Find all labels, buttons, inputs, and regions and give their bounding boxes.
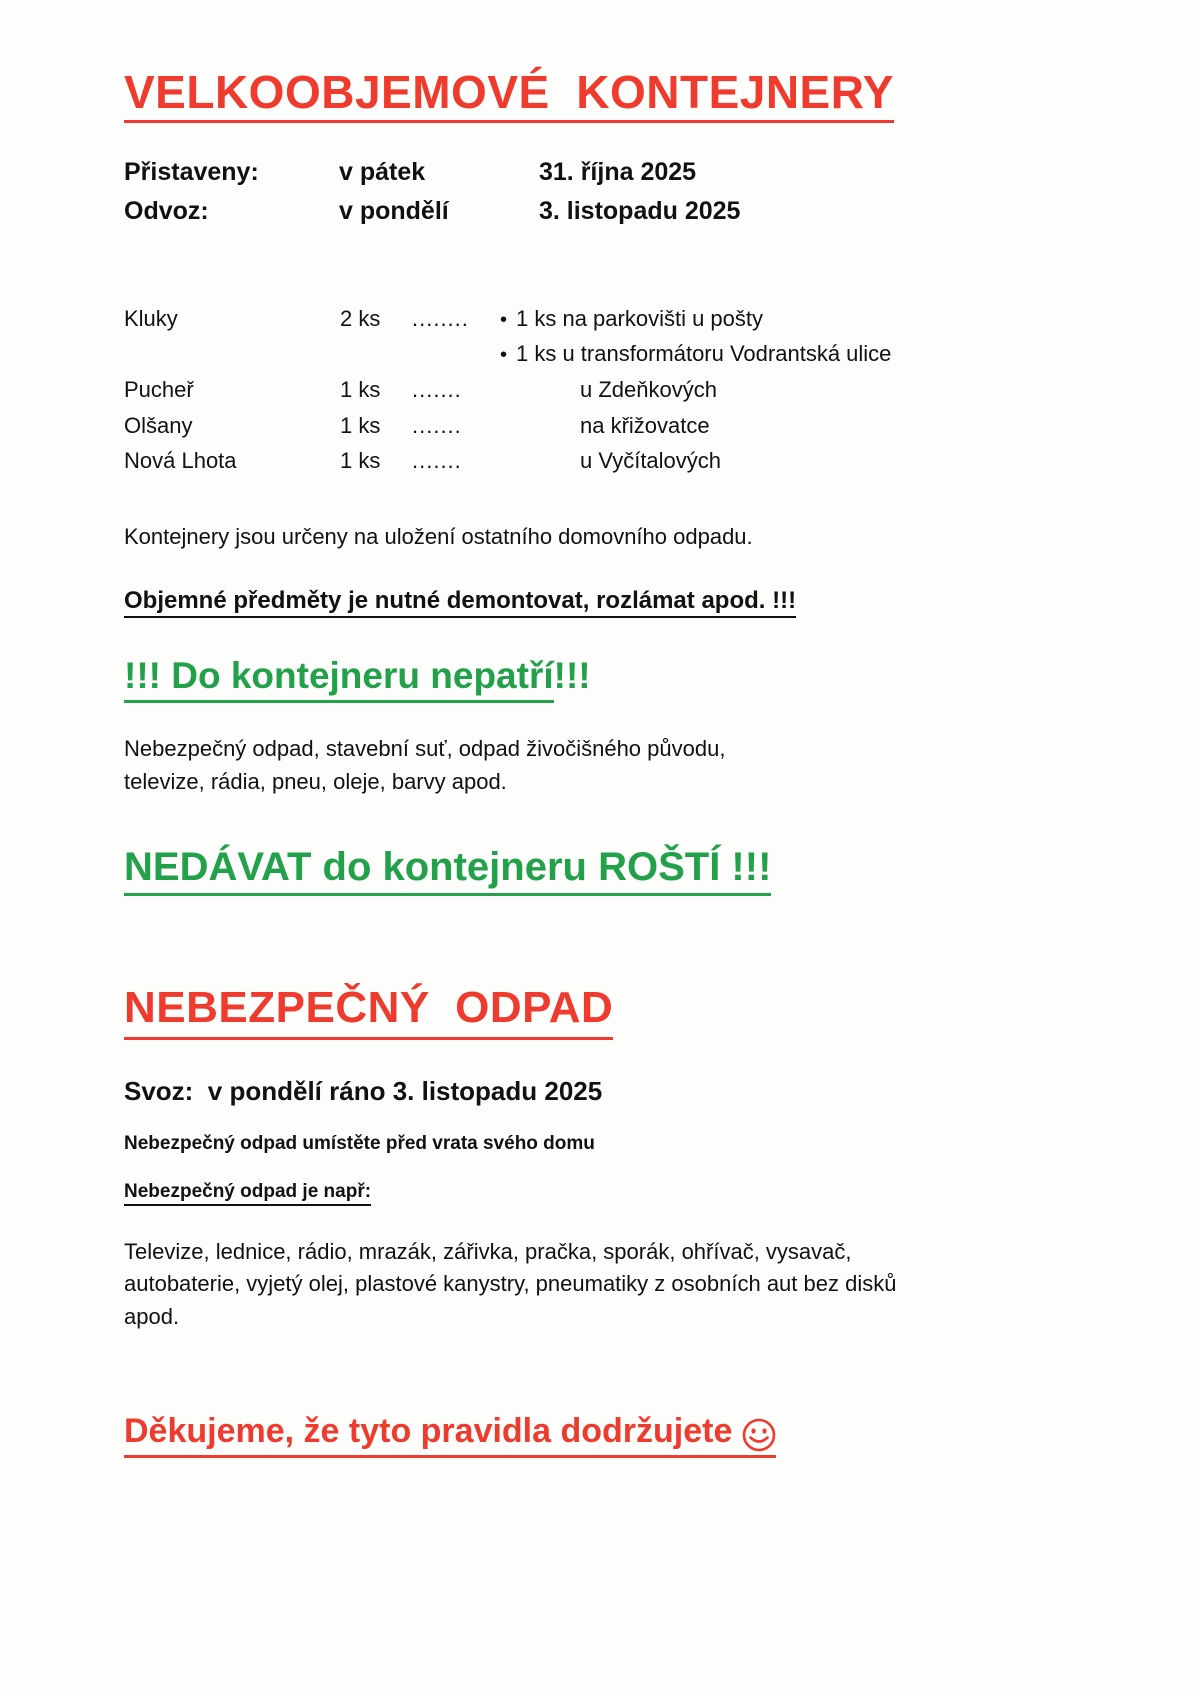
location-where: na křižovatce bbox=[580, 412, 710, 438]
list-item bbox=[124, 372, 1074, 408]
location-where: u Vyčítalových bbox=[580, 448, 722, 474]
list-item bbox=[124, 408, 1074, 444]
hazard-place-note: Nebezpečný odpad umístěte před vrata svého domu bbox=[124, 1132, 595, 1154]
hazard-section-heading: NEBEZPEČNÝ ODPAD bbox=[124, 984, 613, 1039]
not-allowed-text bbox=[124, 733, 1074, 798]
not-allowed-line: Nebezpečný odpad, stavební suť, odpad živočišného původu, bbox=[124, 736, 726, 762]
location-name: Kluky bbox=[124, 305, 178, 331]
green-heading-not-allowed-wrap bbox=[124, 618, 1074, 703]
location-where: 1 ks na parkovišti u pošty bbox=[516, 305, 764, 331]
poster-content bbox=[124, 0, 1074, 1458]
not-allowed-line: televize, rádia, pneu, oleje, barvy apod. bbox=[124, 768, 507, 794]
list-item bbox=[124, 336, 1074, 372]
schedule-date: 31. října 2025 bbox=[539, 158, 697, 187]
schedule-block bbox=[124, 153, 1074, 231]
smiley-face-icon bbox=[742, 1418, 776, 1452]
location-where: u Zdeňkových bbox=[580, 377, 717, 403]
container-locations-list bbox=[124, 301, 1074, 479]
list-item bbox=[124, 301, 1074, 337]
schedule-day: v pátek bbox=[339, 158, 426, 187]
thanks-text: Děkujeme, že tyto pravidla dodržujete bbox=[124, 1412, 733, 1451]
hazard-example-line: autobaterie, vyjetý olej, plastové kanystry, pneumatiky z osobních aut bez disků bbox=[124, 1271, 897, 1297]
hazard-examples-text bbox=[124, 1236, 1004, 1334]
green-heading-not-allowed-text: !!! Do kontejneru nepatří bbox=[124, 655, 554, 697]
location-quantity: 1 ks bbox=[340, 377, 381, 403]
schedule-row bbox=[124, 192, 1074, 231]
schedule-label: Přistaveny: bbox=[124, 158, 259, 187]
bullet-icon: • bbox=[500, 344, 508, 367]
location-quantity: 1 ks bbox=[340, 412, 381, 438]
schedule-label: Odvoz: bbox=[124, 197, 209, 226]
location-dots: ........ bbox=[412, 305, 469, 331]
location-name: Olšany bbox=[124, 412, 193, 438]
hazard-examples-label: Nebezpečný odpad je např: bbox=[124, 1181, 371, 1206]
hazard-example-line: Televize, lednice, rádio, mrazák, zářivka, pračka, sporák, ohřívač, vysavač, bbox=[124, 1238, 852, 1264]
location-quantity: 1 ks bbox=[340, 448, 381, 474]
schedule-date: 3. listopadu 2025 bbox=[539, 197, 741, 226]
thanks-line bbox=[124, 1411, 776, 1458]
bullet-icon: • bbox=[500, 308, 508, 331]
hazard-example-line: apod. bbox=[124, 1303, 180, 1329]
schedule-day: v pondělí bbox=[339, 197, 449, 226]
green-heading-not-allowed bbox=[124, 654, 554, 703]
location-dots: ....... bbox=[412, 412, 462, 438]
location-where-extra: 1 ks u transformátoru Vodrantská ulice bbox=[516, 341, 892, 367]
green-heading-no-branches: NEDÁVAT do kontejneru ROŠTÍ !!! bbox=[124, 844, 771, 896]
location-dots: ....... bbox=[412, 377, 462, 403]
list-item bbox=[124, 443, 1074, 479]
location-name: Nová Lhota bbox=[124, 448, 237, 474]
page-title: VELKOOBJEMOVÉ KONTEJNERY bbox=[124, 0, 894, 123]
schedule-row bbox=[124, 153, 1074, 192]
note-purpose: Kontejnery jsou určeny na uložení ostatního domovního odpadu. bbox=[124, 523, 753, 549]
green-heading-not-allowed-marks: !!! bbox=[553, 655, 591, 697]
location-name: Pucheř bbox=[124, 377, 194, 403]
hazard-pickup-line: Svoz: v pondělí ráno 3. listopadu 2025 bbox=[124, 1075, 603, 1106]
location-dots: ....... bbox=[412, 448, 462, 474]
location-quantity: 2 ks bbox=[340, 305, 381, 331]
note-dismantle: Objemné předměty je nutné demontovat, rozlámat apod. !!! bbox=[124, 587, 796, 618]
